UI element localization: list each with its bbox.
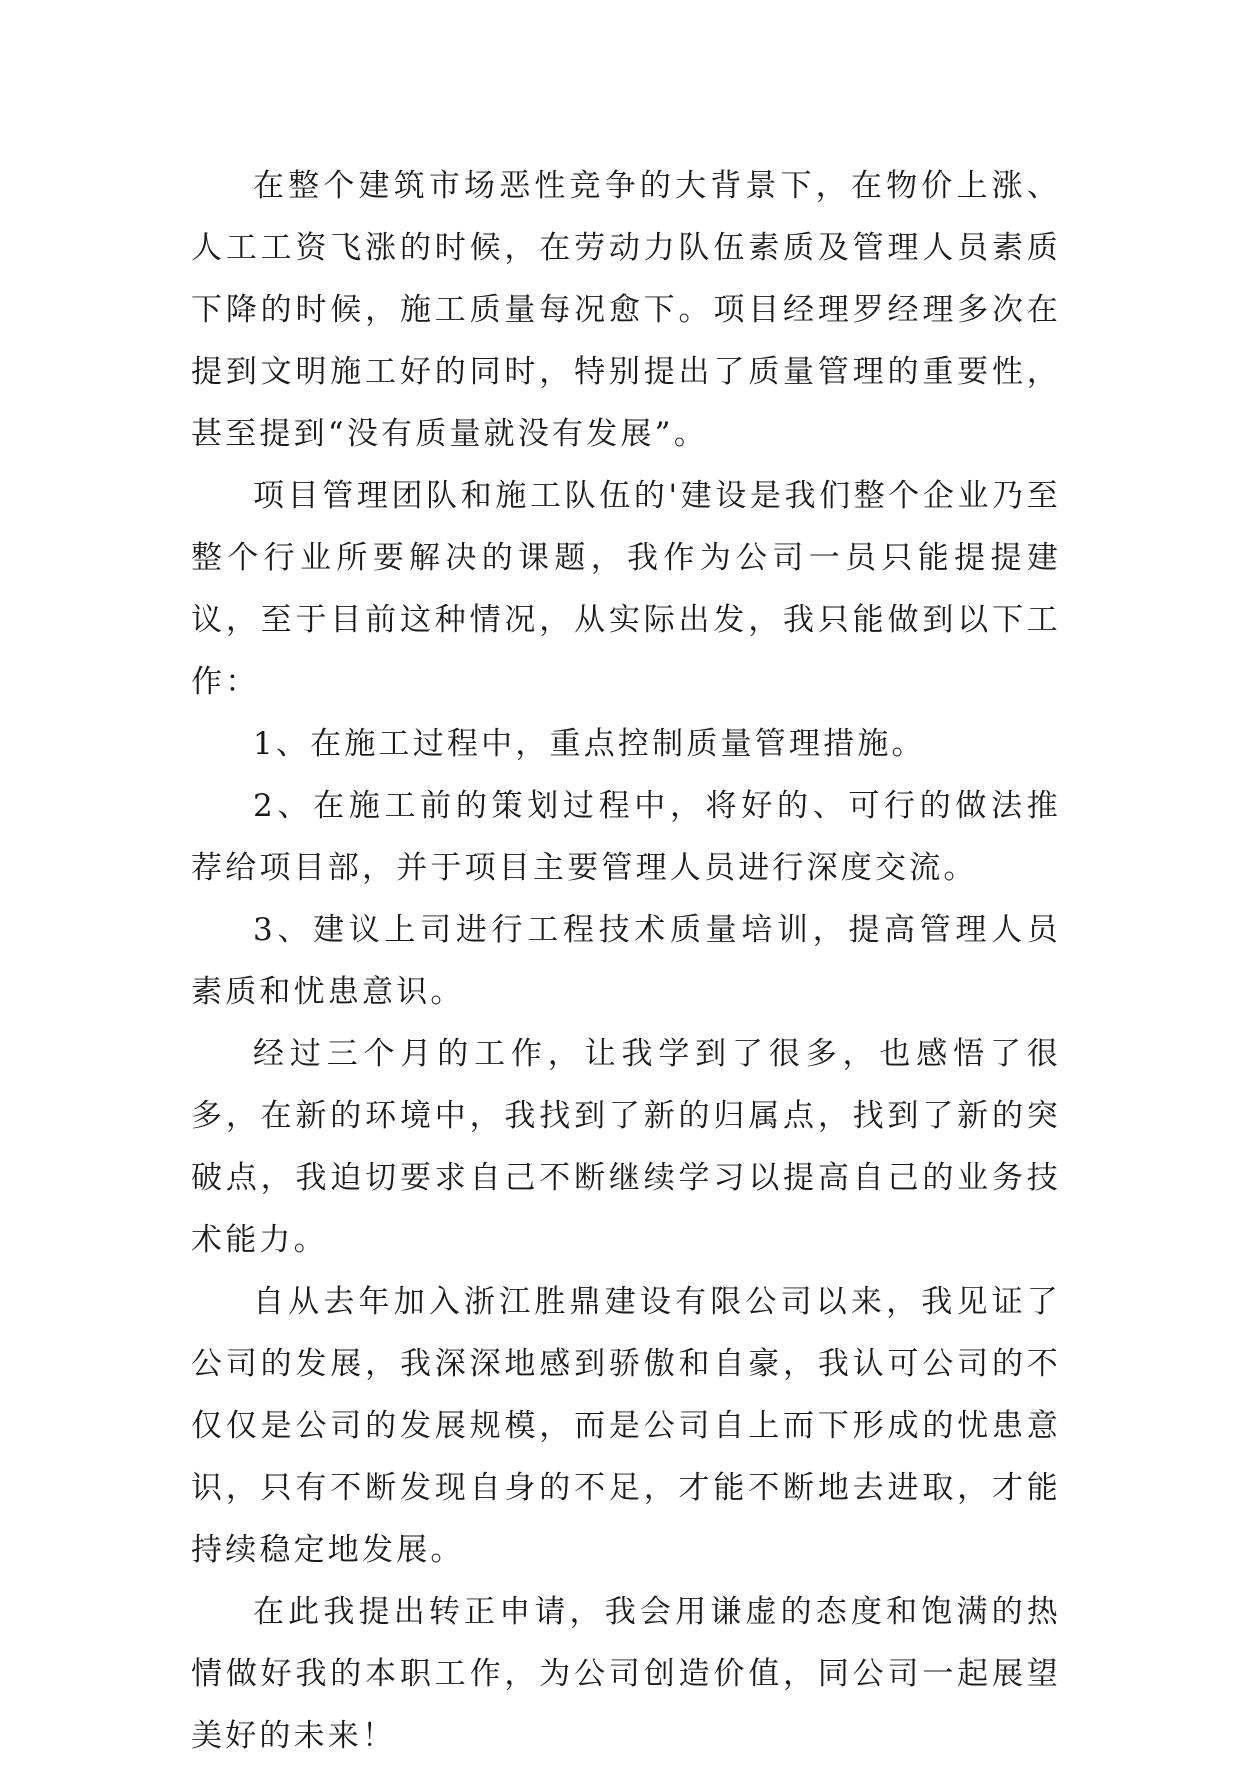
paragraph: 经过三个月的工作，让我学到了很多，也感悟了很多，在新的环境中，我找到了新的归属点，找到了新的突破点，我迫切要求自己不断继续学习以提高自己的业务技术能力。 bbox=[191, 1036, 1061, 1258]
paragraph: 在此我提出转正申请，我会用谦虚的态度和饱满的热情做好我的本职工作，为公司创造价值，同公司一起展望美好的未来！ bbox=[191, 1594, 1061, 1754]
paragraph: 1、在施工过程中，重点控制质量管理措施。 bbox=[253, 726, 926, 762]
paragraph: 在整个建筑市场恶性竞争的大背景下，在物价上涨、人工工资飞涨的时候，在劳动力队伍素质及管理人员素质下降的时候，施工质量每况愈下。项目经理罗经理多次在提到文明施工好的同时，特别提出了质量管理的重要性，甚至提到“没有质量就没有发展”。 bbox=[191, 168, 1061, 452]
paragraph: 项目管理团队和施工队伍的'建设是我们整个企业乃至整个行业所要解决的课题，我作为公司一员只能提提建议，至于目前这种情况，从实际出发，我只能做到以下工作： bbox=[191, 478, 1061, 700]
document-body bbox=[191, 155, 1061, 1767]
paragraph: 2、在施工前的策划过程中，将好的、可行的做法推荐给项目部，并于项目主要管理人员进行深度交流。 bbox=[191, 788, 1061, 886]
paragraph: 3、建议上司进行工程技术质量培训，提高管理人员素质和忧患意识。 bbox=[191, 912, 1061, 1010]
paragraph: 自从去年加入浙江胜鼎建设有限公司以来，我见证了公司的发展，我深深地感到骄傲和自豪，我认可公司的不仅仅是公司的发展规模，而是公司自上而下形成的忧患意识，只有不断发现自身的不足，才能不断地去进取，才能持续稳定地发展。 bbox=[191, 1284, 1061, 1568]
